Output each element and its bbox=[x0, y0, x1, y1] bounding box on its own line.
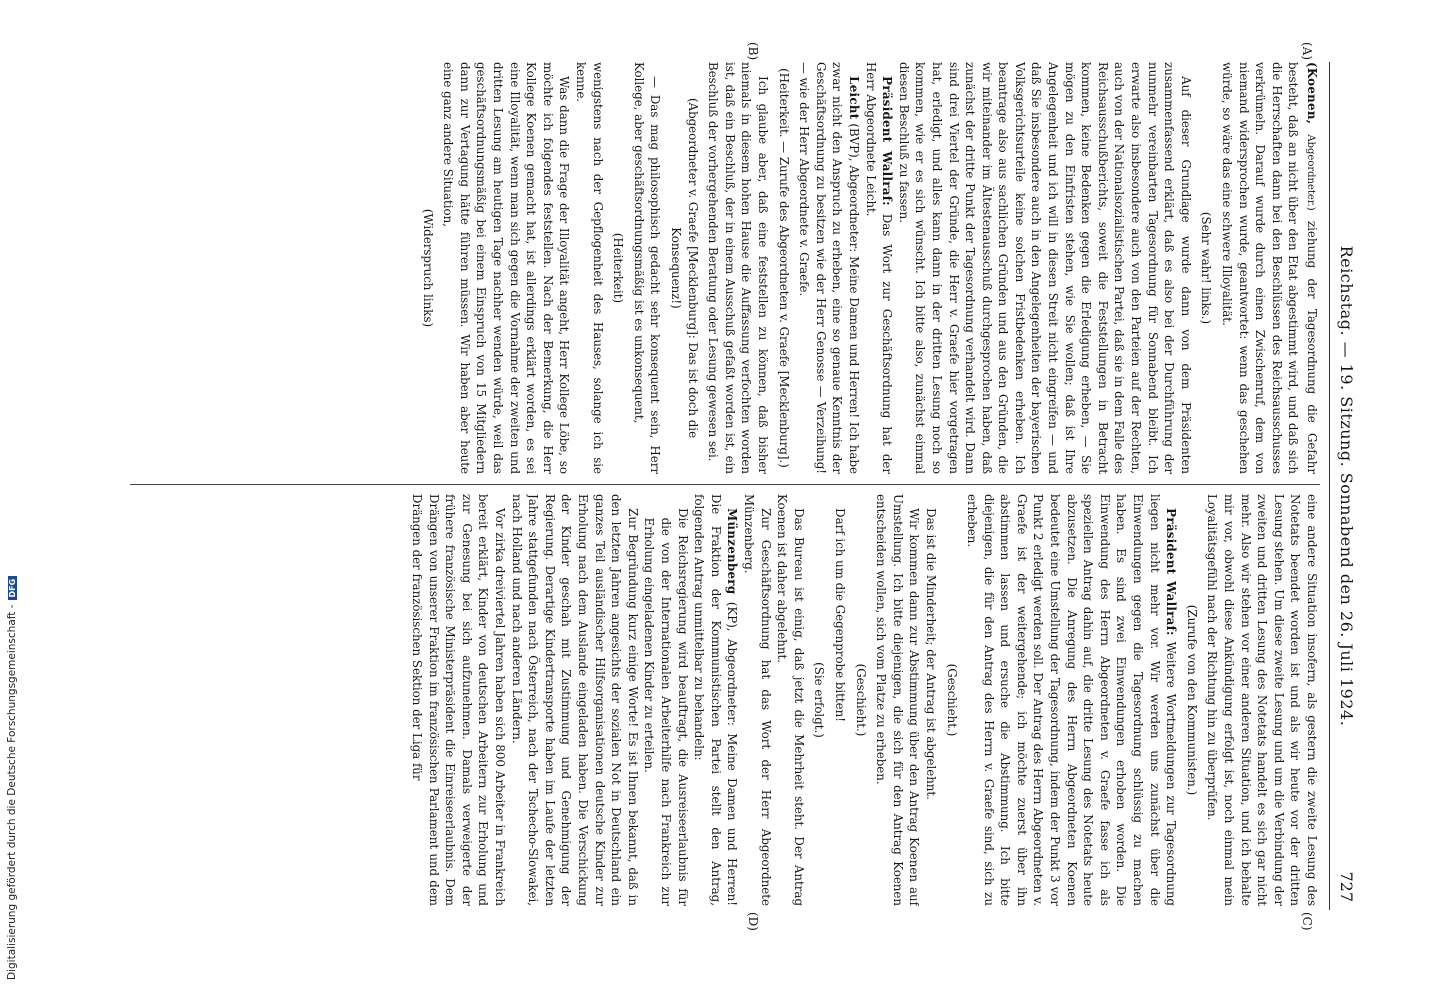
motion-text: Die Reichsregierung wird beauftragt, die Ausreiseerlaubnis für die von der Internationalen Arbeiterhilfe nach Frankreich zur Erholung eingeladenen Kinder zu erteilen. bbox=[642, 508, 690, 906]
reaction: (Sehr wahr! links.) bbox=[1199, 211, 1214, 325]
header-rule bbox=[1329, 62, 1330, 910]
dfg-logo: DFG bbox=[8, 576, 17, 601]
paragraph-text: (KP), Abgeordneter: Meine Damen und Herren! Die Fraktion der Kommunistischen Partei stellt den Antrag, folgenden Antrag unmittelbar zu behandeln: bbox=[692, 494, 740, 906]
column-right bbox=[125, 494, 1320, 906]
header-title: Reichstag. — 19. Sitzung. Sonnabend den 26. Juli 1924. bbox=[1337, 245, 1356, 727]
margin-mark-d: (D) bbox=[746, 912, 760, 931]
paragraph bbox=[862, 62, 895, 474]
credit-text: Digitalisierung gefördert durch die Deutsche Forschungsgemeinschaft - bbox=[6, 604, 18, 980]
reaction: (Geschieht.) bbox=[944, 663, 959, 737]
speaker-name: Präsident Wallraf: bbox=[880, 76, 895, 206]
paragraph-text: Das Wort zur Geschäftsordnung hat der Herr Abgeordnete Leicht. bbox=[863, 62, 895, 474]
paragraph-text: (BVP), Abgeordneter: Meine Damen und Herren! Ich habe zwar nicht den Anspruch zu erheben, eine so genaue Kenntnis der Geschäftsordnung zu besitzen wie der Herr Genosse — Verzeihung! — wie der Herr Abgeordnete v. Graefe. bbox=[797, 62, 861, 474]
paragraph: Auf dieser Grundlage wurde dann von dem Präsidenten zusammenfassend erklärt, daß es also bei der Durchführung der nunmehr vereinbarten Tagesordnung für Sonnabend bleibt. Ich erwarte also insbesondere auch von den Parteien auf der Rechten, auch von der Nationalsozialistischen Partei, daß sie in dem Falle des Reichsausschußberichts, soweit die Feststellungen in Betracht kommen, keine Bedenken gegen die Erledigung erheben, — Sie mögen zu den Einfristen stehen, wie Sie wollen; daß ist Ihre Angelegenheit und ich will in diesen Streit nicht eingreifen — und daß Sie insbesondere auch in den Angelegenheiten der bayerischen Volksgerichtsurteile keine solchen Fristbedenken erheben. Ich beantrage also aus sachlichen Gründen und aus den Gründen, die wir miteinander im Ältestenausschuß durchgesprochen haben, daß zunächst der dritte Punkt der Tagesordnung verhandelt wird. Dann sind drei Viertel der Gründe, die Herr v. Graefe hier vorgetragen hat, erledigt, und alles kann dann in der dritten Lesung noch so kommen, wie er es sich wünscht. Ich bitte also, zunächst einmal diesen Beschluß zu fassen. bbox=[896, 62, 1193, 474]
paragraph: eine andere Situation insofern, als gestern die zweite Lesung des Notetats beendet worden ist und als wir heute vor der dritten Lesung stehen. Um diese zweite Lesung und um die Verbindung der zweiten und dritten Lesung des Notetats handelt es sich gar nicht mehr. Also wir stehen vor einer anderen Situation, und ich behalte mir vor, obwohl diese Ankündigung erfolgt ist, noch einmal mein Loyalitätsgefühl nach der Richtung hin zu überprüfen. bbox=[1205, 494, 1319, 906]
document-page bbox=[110, 42, 1360, 931]
paragraph: Zur Begründung kurz einige Worte! Es ist Ihnen bekannt, daß in den letzten Jahren angesichts der sozialen Not in Deutschland ein ganzes Teil ausländischer Hilfsorganisationen deutsche Kinder zur Erholung nach dem Auslande eingeladen haben. Die Verschickung der Kinder geschah mit Zustimmung und Genehmigung der Regierung. Derartige Kindertransporte haben im Laufe der letzten Jahre stattgefunden nach Österreich, nach der Tschecho-Slowakei, nach Holland und nach anderen Ländern. bbox=[509, 494, 640, 906]
page-number: 727 bbox=[1337, 871, 1356, 902]
column-divider bbox=[130, 484, 1320, 485]
reaction: (Abgeordneter v. Graefe [Mecklenburg]: Das ist doch die Konsequenz!) bbox=[669, 97, 700, 439]
paragraph: — Das mag philosophisch gedacht sehr konsequent sein, Herr Kollege, aber geschäftsordnungsmäßig ist es unkonsequent, bbox=[631, 62, 663, 474]
paragraph: Zur Geschäftsordnung hat das Wort der Herr Abgeordnete Münzenberg. bbox=[742, 494, 773, 906]
paragraph: Was dann die Frage der Illoyalität angeht, Herr Kollege Löbe, so möchte ich folgendes feststellen. Nach der Bemerkung, die Herr Kollege Koenen gemacht hat, ist allerdings erklärt worden, es sei eine Illoyalität, wenn man sich gegen die Vornahme der zweiten und dritten Lesung am heutigen Tage nachher wenden würde, weil das geschäftsordnungsmäßig bei einem Einspruch von 15 Mitgliedern dann zur Vertagung hätte führen müssen. Wir haben aber heute eine ganz andere Situation, bbox=[441, 62, 572, 474]
paragraph: Das Bureau ist einig, daß jetzt die Mehrheit steht. Der Antrag Koenen ist daher abgelehnt. bbox=[775, 494, 806, 906]
margin-mark-c: (C) bbox=[1300, 912, 1314, 931]
paragraph-text: Weitere Wortmeldungen zur Tagesordnung liegen nicht mehr vor. Wir werden uns zunächst über die Einwendungen gegen die Tagesordnung schlüssig zu machen haben. Es sind zwei Einwendungen erhoben worden. Die Einwendung des Herrn Abgeordneten v. Graefe fasse ich als speziellen Antrag dahin auf, die dritte Lesung des Notetats heute abzusetzen. Die Anregung des Herrn Abgeordneten Koenen bedeutet eine Umstellung der Tagesordnung, indem der Punkt 3 vor Punkt 2 erledigt werden soll. Der Antrag des Herrn Abgeordneten v. Graefe ist der weitergehende; ich möchte zuerst über ihn abstimmen lassen und ersuche die Abstimmung. Ich bitte diejenigen, die für den Antrag des Herrn v. Graefe sind, sich zu erheben. bbox=[965, 494, 1179, 906]
paragraph: Darf ich um die Gegenprobe bitten! bbox=[832, 508, 847, 722]
speaker-role: Abgeordneter.) bbox=[1305, 134, 1316, 211]
digitization-credit bbox=[6, 420, 22, 980]
paragraph: Vor zirka dreiviertel Jahren haben sich 800 Arbeiter in Frankreich bereit erklärt, Kinder von deutschen Arbeitern zur Erholung und zur Genesung bei sich aufzunehmen. Damals verweigerte der frühere französische Ministerpräsident die Einreiseerlaubnis. Dem Drängen von unserer Fraktion im französischen Parlament und dem Drängen der französischen Sektion der Liga für bbox=[410, 494, 508, 906]
paragraph bbox=[796, 62, 862, 474]
reaction: (Widerspruch links) bbox=[420, 208, 435, 328]
speaker-name: Präsident Wallraf: bbox=[1164, 508, 1179, 636]
paragraph-text: ziehung der Tagesordnung die Gefahr besteht, daß an nicht über den Etat abgestimmt wird, und daß sich die Herrschaften dann bei den Beschlüssen des Reichsausschusses verkrümeln. Darauf wurde durch einen Zwischenruf, dem von niemand widersprochen wurde, geantwortet: wenn das geschehen würde, so wäre das eine schwere Illoyalität. bbox=[1220, 62, 1319, 474]
speaker-name: Münzenberg bbox=[725, 508, 740, 595]
paragraph bbox=[1218, 62, 1320, 474]
reaction: (Geschieht.) bbox=[853, 663, 868, 737]
paragraph bbox=[691, 494, 741, 906]
paragraph bbox=[964, 494, 1180, 906]
reaction: (Zurufe von den Kommunisten.) bbox=[1184, 604, 1199, 796]
paragraph: Wir kommen dann zur Abstimmung über den Antrag Koenen auf Umstellung. Ich bitte diejenigen, die sich für den Antrag Koenen entscheiden wollen, sich vom Platze zu erheben. bbox=[874, 494, 922, 906]
speaker-name: (Koenen, bbox=[1305, 62, 1319, 125]
page-header bbox=[1332, 62, 1360, 910]
reaction: (Sie erfolgt.) bbox=[812, 662, 827, 738]
column-left bbox=[125, 62, 1320, 474]
reaction: (Heiterkeit) bbox=[611, 232, 626, 304]
speaker-name: Leicht bbox=[846, 76, 861, 120]
paragraph: wenigstens nach der Gepflogenheit des Hauses, solange ich sie kenne. bbox=[574, 62, 605, 474]
paragraph: Das ist die Minderheit; der Antrag ist abgelehnt. bbox=[923, 508, 938, 800]
reaction: (Heiterkeit. — Zurufe des Abgeordneten v. Graefe [Mecklenburg].) bbox=[776, 68, 791, 468]
margin-mark-b: (B) bbox=[746, 42, 760, 61]
paragraph: Ich glaube aber, daß eine feststellen zu können, daß bisher niemals in diesem hohen Hause die Auffassung verfochten worden ist, daß ein Beschluß, der in einem Ausschuß gefaßt worden ist, ein Beschluß der vorhergehenden Beratung oder Lesung gewesen sei. bbox=[706, 62, 770, 474]
margin-mark-a: (A) bbox=[1300, 42, 1314, 61]
